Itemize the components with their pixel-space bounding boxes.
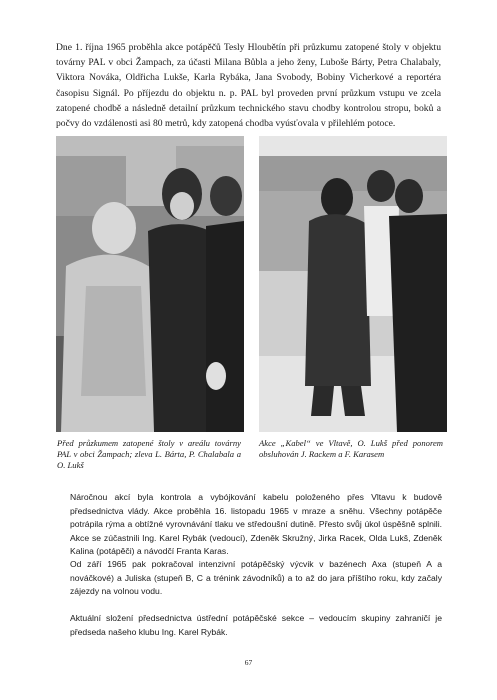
photo-caption-right: Akce „Kabel“ ve Vltavě, O. Lukš před ponorem obsluhován J. Rackem a F. Karasem [259, 438, 443, 459]
paragraph-cable-action: Náročnou akcí byla kontrola a vybójkování kabelu položeného přes Vltavu k budově předsednictva vlády. Akce proběhla 16. listopadu 1965 v mraze a sněhu. Všechny potápěče potrápila rýma a obtížné vyrovnávání tlaku ve středoušní dutině. Přesto svůj úkol úspěšně splnili. Akce se zúčastnili Ing. Karel Rybák (vedoucí), Zdeněk Skružný, Jirka Racek, Olda Lukš, Zdeněk Kalina (potápěči) a návodčí Franta Karas. [70, 492, 442, 557]
photo-caption-left: Před průzkumem zatopené štoly v areálu továrny PAL v obci Žampach; zleva L. Bárta, P. Chalabala a O. Lukš [57, 438, 241, 470]
page-number: 67 [244, 658, 253, 667]
divers-photo-left [56, 136, 244, 432]
paragraph-committee: Aktuální složení předsednictva ústřední potápěčské sekce – vedoucím skupiny zahraničí je předseda našeho klubu Ing. Karel Rybák. [70, 613, 442, 637]
divers-photo-right [259, 136, 447, 432]
intro-paragraph: Dne 1. října 1965 proběhla akce potápěčů Tesly Hloubětín při průzkumu zatopené štoly v objektu továrny PAL v obci Žampach, za účasti Milana Bůbla a jeho ženy, Luboše Bárty, Petra Chalabaly, Viktora Nováka, Oldřicha Lukše, Karla Rybáka, Jana Svobody, Bobiny Vicherkové a reportéra časopisu Signál. Po příjezdu do objektu n. p. PAL byl proveden první průzkum vstupu ve zcela zatopené chodbě a následně detailní průzkum technického stavu chodby kontrolou stropu, boků a počvy do vzdálenosti asi 80 metrů, kdy zatopená chodba vyúsťovala v přilehlém potoce. [56, 42, 441, 130]
paragraph-training: Od září 1965 pak pokračoval intenzivní potápěčský výcvik v bazénech Axa (stupeň A a nováčkové) a Juliska (stupeň B, C a trénink závodníků) a to až do jara příštího roku, kdy začaly zájezdy na volnou vodu. [70, 559, 442, 597]
